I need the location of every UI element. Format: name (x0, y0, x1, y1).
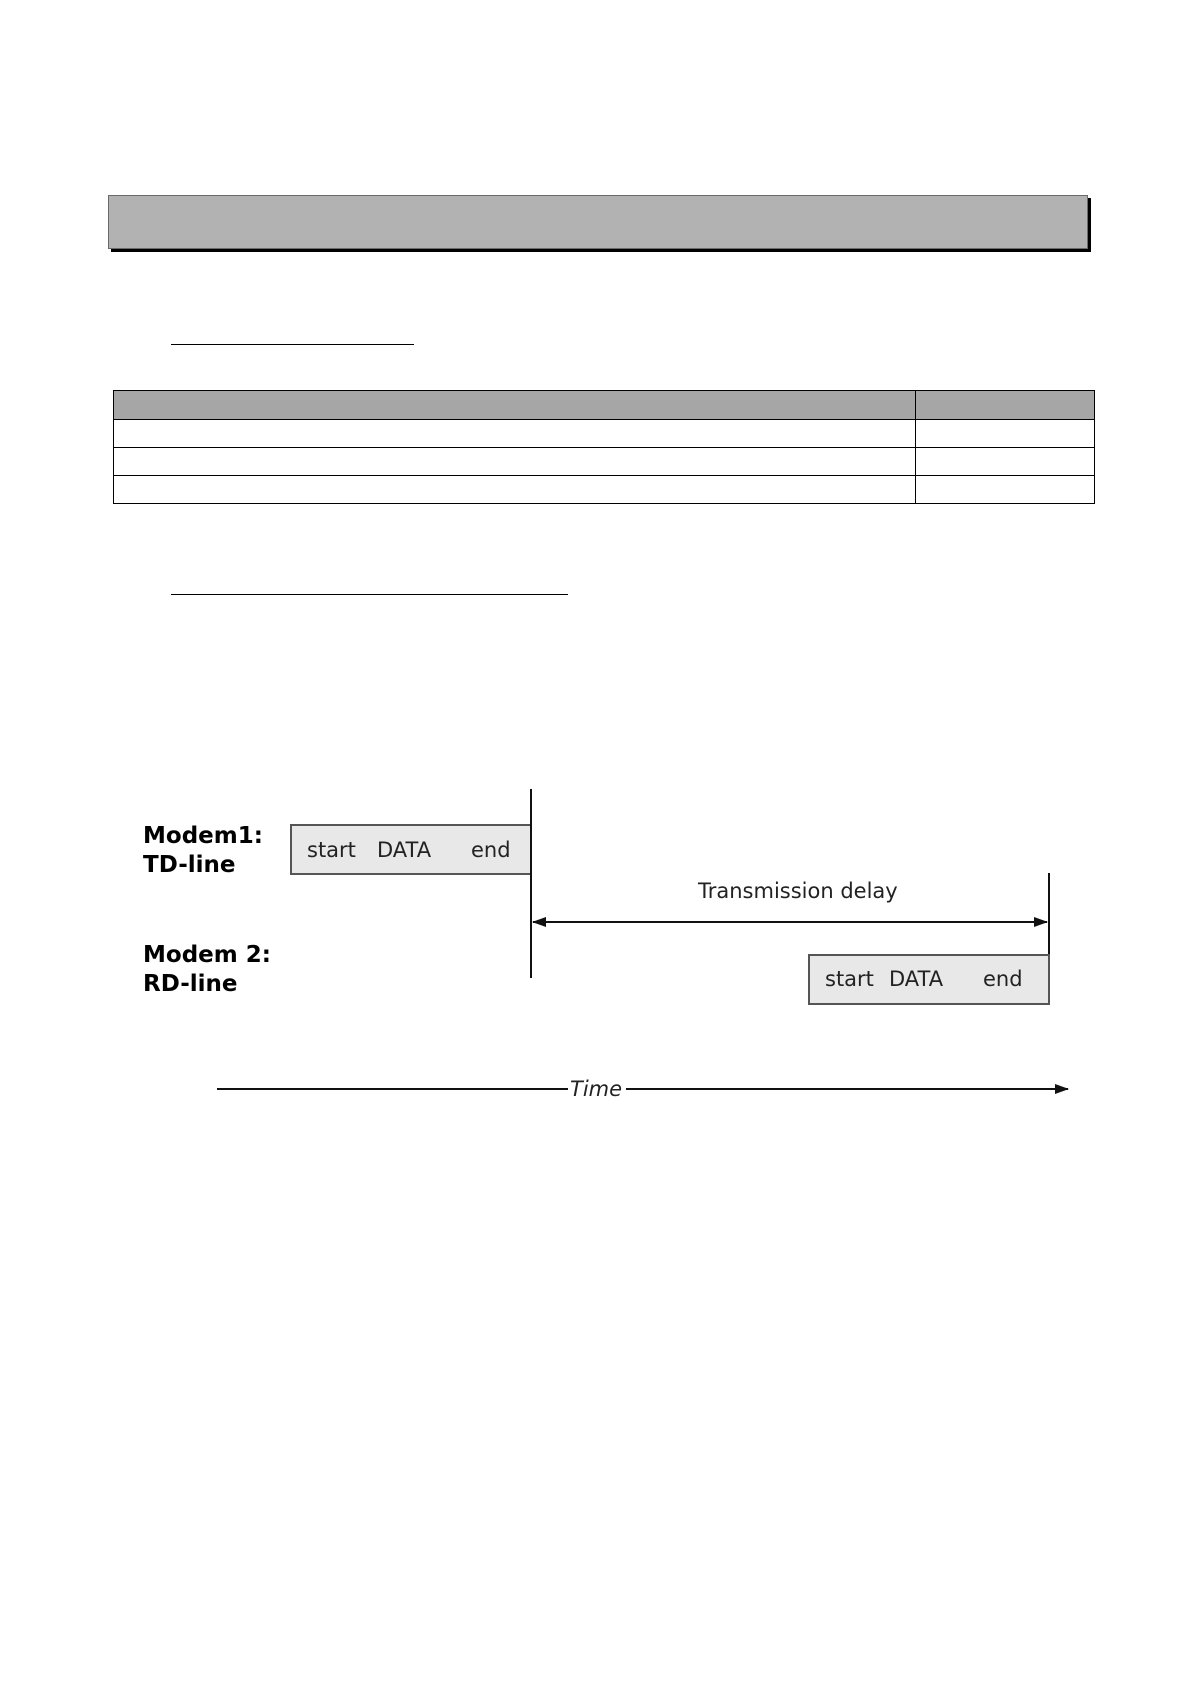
rd-frame-end: end (983, 967, 1023, 991)
modem1-name-label: Modem1: (143, 823, 263, 849)
transmission-delay-label: Transmission delay (698, 879, 898, 903)
td-frame-end: end (471, 838, 511, 862)
td-frame-data: DATA (377, 838, 432, 862)
modem2-name-label: Modem 2: (143, 942, 271, 968)
time-axis-label: Time (570, 1077, 623, 1101)
td-frame-start: start (307, 838, 356, 862)
modem2-line-label: RD-line (143, 971, 238, 997)
modem1-line-label: TD-line (143, 852, 236, 878)
rd-frame-data: DATA (889, 967, 944, 991)
rd-frame-start: start (825, 967, 874, 991)
